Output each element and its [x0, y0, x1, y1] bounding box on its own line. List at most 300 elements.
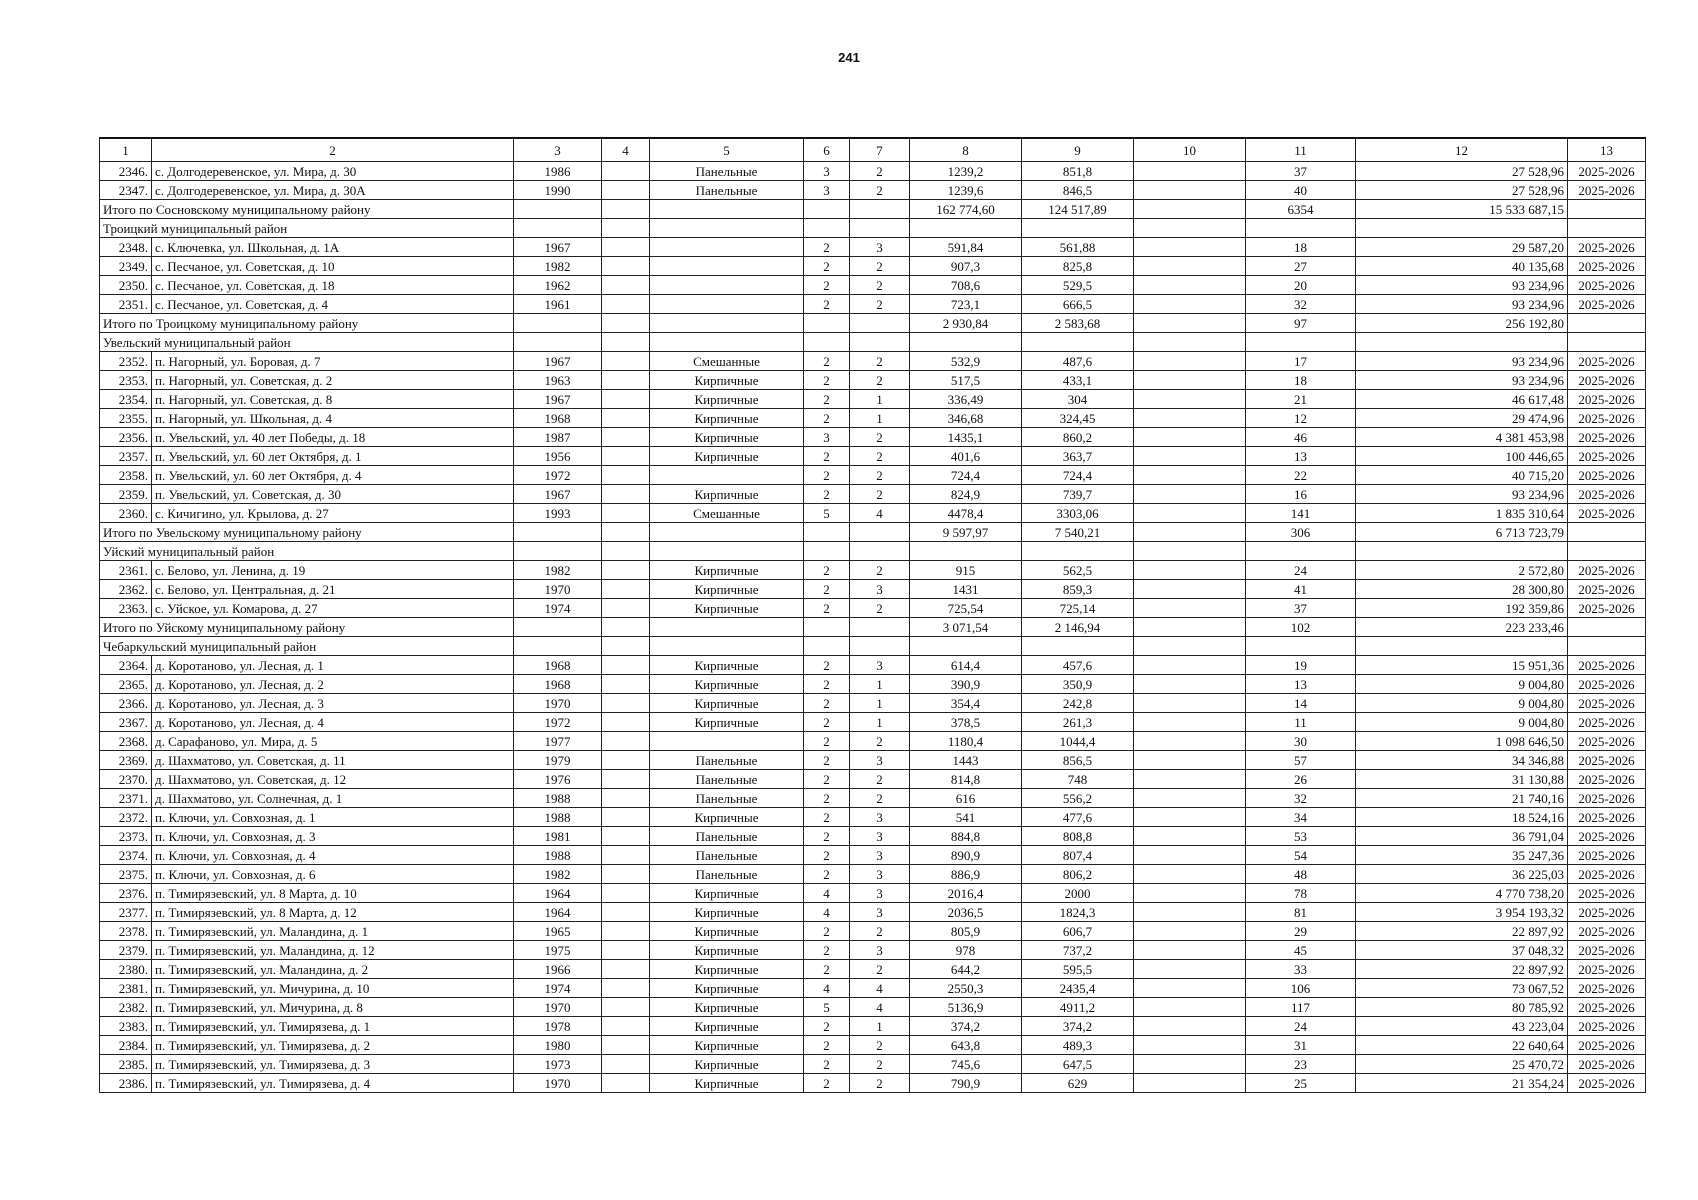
table-row	[100, 713, 1646, 732]
col4-cell	[602, 941, 650, 960]
empty-cell	[1134, 314, 1246, 333]
floors-cell: 2	[804, 922, 850, 941]
floors-cell: 2	[804, 675, 850, 694]
cost-cell: 31 130,88	[1356, 770, 1568, 789]
district-section-row	[100, 333, 1646, 352]
entrances-cell: 3	[850, 941, 910, 960]
table-row	[100, 865, 1646, 884]
wall-material-cell: Панельные	[650, 770, 804, 789]
row-number-cell: 2361.	[100, 561, 152, 580]
floors-cell: 2	[804, 808, 850, 827]
floors-cell: 2	[804, 390, 850, 409]
row-number-cell: 2385.	[100, 1055, 152, 1074]
address-cell: п. Тимирязевский, ул. Тимирязева, д. 3	[152, 1055, 514, 1074]
table-row	[100, 694, 1646, 713]
wall-material-cell: Кирпичные	[650, 390, 804, 409]
col10-cell	[1134, 903, 1246, 922]
floors-cell: 2	[804, 770, 850, 789]
living-area-cell: 487,6	[1022, 352, 1134, 371]
empty-cell	[1134, 219, 1246, 238]
total-area-cell: 978	[910, 941, 1022, 960]
entrances-cell: 3	[850, 903, 910, 922]
col10-cell	[1134, 561, 1246, 580]
table-row	[100, 390, 1646, 409]
total-area-cell: 2036,5	[910, 903, 1022, 922]
entrances-cell: 1	[850, 675, 910, 694]
cost-cell: 1 098 646,50	[1356, 732, 1568, 751]
col4-cell	[602, 504, 650, 523]
table-row	[100, 979, 1646, 998]
address-cell: п. Тимирязевский, ул. Тимирязева, д. 1	[152, 1017, 514, 1036]
row-number-cell: 2349.	[100, 257, 152, 276]
year-cell: 1966	[514, 960, 602, 979]
total-area-cell: 890,9	[910, 846, 1022, 865]
table-row	[100, 846, 1646, 865]
total-area-cell: 1239,2	[910, 162, 1022, 181]
floors-cell: 2	[804, 1036, 850, 1055]
residents-cell: 24	[1246, 1017, 1356, 1036]
table-row	[100, 922, 1646, 941]
cost-cell: 100 446,65	[1356, 447, 1568, 466]
floors-cell: 4	[804, 979, 850, 998]
living-area-sum: 2 146,94	[1022, 618, 1134, 637]
cost-cell: 21 354,24	[1356, 1074, 1568, 1093]
col10-cell	[1134, 713, 1246, 732]
floors-cell: 2	[804, 466, 850, 485]
total-area-cell: 884,8	[910, 827, 1022, 846]
floors-cell: 2	[804, 713, 850, 732]
year-cell: 1970	[514, 694, 602, 713]
address-cell: с. Долгодеревенское, ул. Мира, д. 30А	[152, 181, 514, 200]
residents-cell: 29	[1246, 922, 1356, 941]
empty-cell	[1568, 523, 1646, 542]
wall-material-cell: Панельные	[650, 846, 804, 865]
district-section-row	[100, 219, 1646, 238]
year-cell: 1967	[514, 238, 602, 257]
floors-cell: 2	[804, 732, 850, 751]
entrances-cell: 3	[850, 238, 910, 257]
total-area-cell: 1239,6	[910, 181, 1022, 200]
col10-cell	[1134, 846, 1246, 865]
residents-sum: 306	[1246, 523, 1356, 542]
row-number-cell: 2381.	[100, 979, 152, 998]
year-cell: 1972	[514, 466, 602, 485]
year-cell: 1970	[514, 1074, 602, 1093]
district-section-label: Чебаркульский муниципальный район	[100, 637, 514, 656]
year-cell: 1967	[514, 390, 602, 409]
floors-cell: 2	[804, 447, 850, 466]
entrances-cell: 2	[850, 428, 910, 447]
empty-cell	[850, 314, 910, 333]
col10-cell	[1134, 770, 1246, 789]
empty-cell	[1568, 219, 1646, 238]
address-cell: п. Тимирязевский, ул. Маландина, д. 12	[152, 941, 514, 960]
table-row	[100, 181, 1646, 200]
residents-cell: 22	[1246, 466, 1356, 485]
floors-cell: 2	[804, 865, 850, 884]
period-cell: 2025-2026	[1568, 656, 1646, 675]
entrances-cell: 2	[850, 257, 910, 276]
table-row	[100, 656, 1646, 675]
district-total-label: Итого по Сосновскому муниципальному району	[100, 200, 514, 219]
residents-cell: 81	[1246, 903, 1356, 922]
col10-cell	[1134, 922, 1246, 941]
year-cell: 1968	[514, 409, 602, 428]
col10-cell	[1134, 238, 1246, 257]
empty-cell	[1568, 333, 1646, 352]
cost-cell: 9 004,80	[1356, 694, 1568, 713]
col4-cell	[602, 390, 650, 409]
col10-cell	[1134, 504, 1246, 523]
wall-material-cell: Смешанные	[650, 352, 804, 371]
col4-cell	[602, 1055, 650, 1074]
district-section-row	[100, 542, 1646, 561]
entrances-cell: 2	[850, 770, 910, 789]
floors-cell: 3	[804, 162, 850, 181]
cost-cell: 15 951,36	[1356, 656, 1568, 675]
row-number-cell: 2379.	[100, 941, 152, 960]
total-area-cell: 374,2	[910, 1017, 1022, 1036]
empty-cell	[1246, 542, 1356, 561]
address-cell: п. Тимирязевский, ул. Мичурина, д. 10	[152, 979, 514, 998]
cost-sum: 223 233,46	[1356, 618, 1568, 637]
col4-cell	[602, 428, 650, 447]
empty-cell	[1134, 618, 1246, 637]
residents-cell: 18	[1246, 371, 1356, 390]
cost-cell: 27 528,96	[1356, 181, 1568, 200]
year-cell: 1988	[514, 789, 602, 808]
total-area-cell: 723,1	[910, 295, 1022, 314]
col10-cell	[1134, 960, 1246, 979]
entrances-cell: 3	[850, 865, 910, 884]
cost-cell: 34 346,88	[1356, 751, 1568, 770]
address-cell: с. Песчаное, ул. Советская, д. 10	[152, 257, 514, 276]
entrances-cell: 1	[850, 713, 910, 732]
residents-cell: 27	[1246, 257, 1356, 276]
total-area-cell: 886,9	[910, 865, 1022, 884]
total-area-cell: 725,54	[910, 599, 1022, 618]
living-area-cell: 489,3	[1022, 1036, 1134, 1055]
empty-cell	[1568, 200, 1646, 219]
col10-cell	[1134, 428, 1246, 447]
empty-cell	[1134, 637, 1246, 656]
floors-cell: 2	[804, 276, 850, 295]
living-area-cell: 666,5	[1022, 295, 1134, 314]
cost-cell: 93 234,96	[1356, 371, 1568, 390]
empty-cell	[850, 618, 910, 637]
col4-cell	[602, 1074, 650, 1093]
total-area-cell: 616	[910, 789, 1022, 808]
cost-sum: 6 713 723,79	[1356, 523, 1568, 542]
cost-cell: 18 524,16	[1356, 808, 1568, 827]
table-row	[100, 352, 1646, 371]
living-area-cell: 606,7	[1022, 922, 1134, 941]
row-number-cell: 2367.	[100, 713, 152, 732]
table-row	[100, 808, 1646, 827]
address-cell: п. Тимирязевский, ул. Маландина, д. 2	[152, 960, 514, 979]
residents-cell: 106	[1246, 979, 1356, 998]
table-row	[100, 485, 1646, 504]
table-row	[100, 447, 1646, 466]
empty-cell	[602, 314, 650, 333]
empty-cell	[1022, 637, 1134, 656]
row-number-cell: 2355.	[100, 409, 152, 428]
year-cell: 1974	[514, 599, 602, 618]
year-cell: 1964	[514, 903, 602, 922]
col4-cell	[602, 599, 650, 618]
col10-cell	[1134, 181, 1246, 200]
year-cell: 1988	[514, 846, 602, 865]
col4-cell	[602, 675, 650, 694]
wall-material-cell: Кирпичные	[650, 884, 804, 903]
entrances-cell: 3	[850, 827, 910, 846]
cost-cell: 46 617,48	[1356, 390, 1568, 409]
col10-cell	[1134, 675, 1246, 694]
empty-cell	[804, 219, 850, 238]
wall-material-cell: Кирпичные	[650, 675, 804, 694]
address-cell: с. Белово, ул. Ленина, д. 19	[152, 561, 514, 580]
floors-cell: 2	[804, 656, 850, 675]
entrances-cell: 1	[850, 409, 910, 428]
living-area-sum: 2 583,68	[1022, 314, 1134, 333]
total-area-sum: 9 597,97	[910, 523, 1022, 542]
wall-material-cell: Кирпичные	[650, 1074, 804, 1093]
period-cell: 2025-2026	[1568, 998, 1646, 1017]
period-cell: 2025-2026	[1568, 504, 1646, 523]
year-cell: 1965	[514, 922, 602, 941]
entrances-cell: 2	[850, 1055, 910, 1074]
entrances-cell: 2	[850, 485, 910, 504]
address-cell: п. Нагорный, ул. Советская, д. 8	[152, 390, 514, 409]
row-number-cell: 2377.	[100, 903, 152, 922]
period-cell: 2025-2026	[1568, 599, 1646, 618]
cost-cell: 28 300,80	[1356, 580, 1568, 599]
residents-cell: 40	[1246, 181, 1356, 200]
col10-cell	[1134, 466, 1246, 485]
year-cell: 1988	[514, 808, 602, 827]
wall-material-cell	[650, 238, 804, 257]
wall-material-cell: Смешанные	[650, 504, 804, 523]
period-cell: 2025-2026	[1568, 713, 1646, 732]
row-number-cell: 2364.	[100, 656, 152, 675]
year-cell: 1967	[514, 485, 602, 504]
cost-cell: 37 048,32	[1356, 941, 1568, 960]
year-cell: 1982	[514, 257, 602, 276]
row-number-cell: 2350.	[100, 276, 152, 295]
residents-cell: 19	[1246, 656, 1356, 675]
total-area-cell: 336,49	[910, 390, 1022, 409]
residents-cell: 32	[1246, 295, 1356, 314]
total-area-cell: 643,8	[910, 1036, 1022, 1055]
cost-cell: 80 785,92	[1356, 998, 1568, 1017]
floors-cell: 3	[804, 181, 850, 200]
total-area-cell: 401,6	[910, 447, 1022, 466]
row-number-cell: 2373.	[100, 827, 152, 846]
address-cell: п. Ключи, ул. Совхозная, д. 4	[152, 846, 514, 865]
total-area-cell: 824,9	[910, 485, 1022, 504]
year-cell: 1993	[514, 504, 602, 523]
empty-cell	[602, 542, 650, 561]
table-row	[100, 770, 1646, 789]
wall-material-cell	[650, 295, 804, 314]
living-area-cell: 477,6	[1022, 808, 1134, 827]
wall-material-cell	[650, 257, 804, 276]
address-cell: п. Тимирязевский, ул. Тимирязева, д. 4	[152, 1074, 514, 1093]
district-total-label: Итого по Уйскому муниципальному району	[100, 618, 514, 637]
living-area-cell: 457,6	[1022, 656, 1134, 675]
address-cell: д. Коротаново, ул. Лесная, д. 1	[152, 656, 514, 675]
total-area-cell: 790,9	[910, 1074, 1022, 1093]
header-cell: 9	[1022, 138, 1134, 162]
total-area-sum: 2 930,84	[910, 314, 1022, 333]
row-number-cell: 2368.	[100, 732, 152, 751]
floors-cell: 2	[804, 751, 850, 770]
floors-cell: 2	[804, 580, 850, 599]
period-cell: 2025-2026	[1568, 770, 1646, 789]
empty-cell	[650, 542, 804, 561]
residents-sum: 97	[1246, 314, 1356, 333]
empty-cell	[602, 200, 650, 219]
year-cell: 1981	[514, 827, 602, 846]
empty-cell	[514, 637, 602, 656]
empty-cell	[1134, 523, 1246, 542]
entrances-cell: 2	[850, 466, 910, 485]
residents-cell: 20	[1246, 276, 1356, 295]
header-cell: 11	[1246, 138, 1356, 162]
entrances-cell: 2	[850, 960, 910, 979]
cost-sum: 15 533 687,15	[1356, 200, 1568, 219]
cost-cell: 21 740,16	[1356, 789, 1568, 808]
empty-cell	[910, 333, 1022, 352]
col10-cell	[1134, 694, 1246, 713]
col4-cell	[602, 713, 650, 732]
residents-cell: 30	[1246, 732, 1356, 751]
living-area-cell: 806,2	[1022, 865, 1134, 884]
row-number-cell: 2372.	[100, 808, 152, 827]
col4-cell	[602, 162, 650, 181]
row-number-cell: 2354.	[100, 390, 152, 409]
empty-cell	[650, 523, 804, 542]
address-cell: п. Увельский, ул. 60 лет Октября, д. 1	[152, 447, 514, 466]
living-area-cell: 363,7	[1022, 447, 1134, 466]
period-cell: 2025-2026	[1568, 162, 1646, 181]
table-row	[100, 504, 1646, 523]
page-number: 241	[838, 50, 860, 65]
cost-cell: 22 897,92	[1356, 960, 1568, 979]
living-area-cell: 647,5	[1022, 1055, 1134, 1074]
wall-material-cell: Панельные	[650, 751, 804, 770]
total-area-cell: 644,2	[910, 960, 1022, 979]
row-number-cell: 2384.	[100, 1036, 152, 1055]
address-cell: п. Ключи, ул. Совхозная, д. 1	[152, 808, 514, 827]
row-number-cell: 2382.	[100, 998, 152, 1017]
living-area-cell: 851,8	[1022, 162, 1134, 181]
address-cell: п. Тимирязевский, ул. Мичурина, д. 8	[152, 998, 514, 1017]
living-area-cell: 807,4	[1022, 846, 1134, 865]
residents-cell: 117	[1246, 998, 1356, 1017]
residents-cell: 11	[1246, 713, 1356, 732]
total-area-sum: 3 071,54	[910, 618, 1022, 637]
period-cell: 2025-2026	[1568, 466, 1646, 485]
year-cell: 1978	[514, 1017, 602, 1036]
address-cell: д. Шахматово, ул. Советская, д. 12	[152, 770, 514, 789]
wall-material-cell: Кирпичные	[650, 561, 804, 580]
year-cell: 1982	[514, 865, 602, 884]
address-cell: д. Сарафаново, ул. Мира, д. 5	[152, 732, 514, 751]
entrances-cell: 2	[850, 1036, 910, 1055]
row-number-cell: 2376.	[100, 884, 152, 903]
floors-cell: 2	[804, 561, 850, 580]
header-cell: 3	[514, 138, 602, 162]
year-cell: 1963	[514, 371, 602, 390]
row-number-cell: 2378.	[100, 922, 152, 941]
empty-cell	[602, 618, 650, 637]
empty-cell	[850, 200, 910, 219]
residents-cell: 53	[1246, 827, 1356, 846]
col4-cell	[602, 295, 650, 314]
entrances-cell: 3	[850, 751, 910, 770]
wall-material-cell	[650, 466, 804, 485]
row-number-cell: 2363.	[100, 599, 152, 618]
address-cell: с. Уйское, ул. Комарова, д. 27	[152, 599, 514, 618]
residents-cell: 33	[1246, 960, 1356, 979]
empty-cell	[1246, 333, 1356, 352]
residents-cell: 23	[1246, 1055, 1356, 1074]
table-row	[100, 428, 1646, 447]
col4-cell	[602, 884, 650, 903]
empty-cell	[804, 314, 850, 333]
period-cell: 2025-2026	[1568, 1036, 1646, 1055]
col10-cell	[1134, 409, 1246, 428]
table-row	[100, 162, 1646, 181]
living-area-cell: 350,9	[1022, 675, 1134, 694]
year-cell: 1980	[514, 1036, 602, 1055]
entrances-cell: 2	[850, 732, 910, 751]
living-area-cell: 556,2	[1022, 789, 1134, 808]
row-number-cell: 2365.	[100, 675, 152, 694]
wall-material-cell: Кирпичные	[650, 580, 804, 599]
empty-cell	[804, 333, 850, 352]
col4-cell	[602, 1036, 650, 1055]
year-cell: 1973	[514, 1055, 602, 1074]
row-number-cell: 2353.	[100, 371, 152, 390]
row-number-cell: 2347.	[100, 181, 152, 200]
address-cell: п. Ключи, ул. Совхозная, д. 6	[152, 865, 514, 884]
period-cell: 2025-2026	[1568, 580, 1646, 599]
empty-cell	[650, 200, 804, 219]
col4-cell	[602, 352, 650, 371]
row-number-cell: 2352.	[100, 352, 152, 371]
col4-cell	[602, 846, 650, 865]
total-area-cell: 1180,4	[910, 732, 1022, 751]
col4-cell	[602, 979, 650, 998]
total-area-cell: 2016,4	[910, 884, 1022, 903]
residents-cell: 31	[1246, 1036, 1356, 1055]
living-area-cell: 433,1	[1022, 371, 1134, 390]
period-cell: 2025-2026	[1568, 960, 1646, 979]
cost-cell: 29 587,20	[1356, 238, 1568, 257]
table-row	[100, 409, 1646, 428]
period-cell: 2025-2026	[1568, 485, 1646, 504]
row-number-cell: 2370.	[100, 770, 152, 789]
year-cell: 1967	[514, 352, 602, 371]
period-cell: 2025-2026	[1568, 181, 1646, 200]
entrances-cell: 3	[850, 808, 910, 827]
year-cell: 1961	[514, 295, 602, 314]
col4-cell	[602, 466, 650, 485]
address-cell: п. Нагорный, ул. Боровая, д. 7	[152, 352, 514, 371]
total-area-cell: 745,6	[910, 1055, 1022, 1074]
